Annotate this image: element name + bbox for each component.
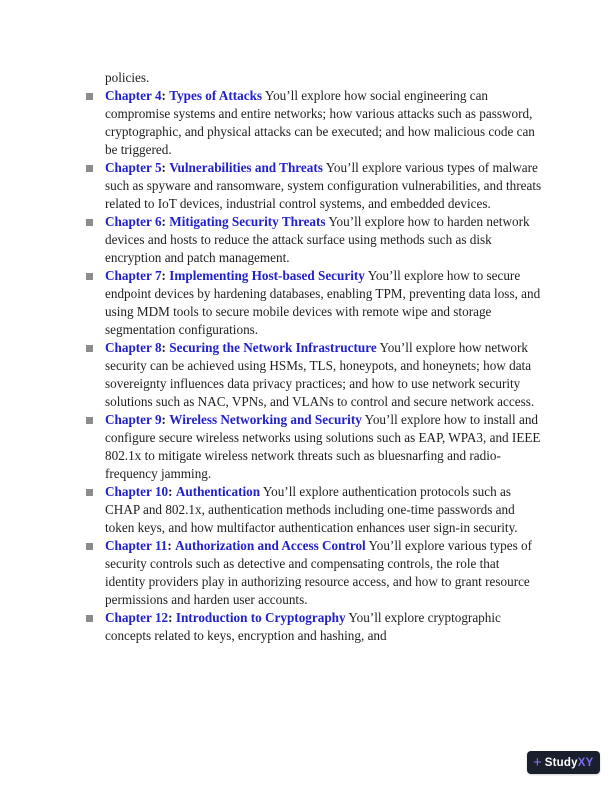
heading-colon: : [167,538,172,553]
chapter-item [105,483,542,537]
chapter-description: You’ll explore how to harden network devices and hosts to reduce the attack surface using methods such as disk encryption and patch management. [105,214,530,265]
chapter-item [105,213,542,267]
heading-colon: : [161,412,166,427]
chapter-title: Vulnerabilities and Threats [169,160,323,175]
heading-colon: : [161,160,166,175]
chapter-title: Wireless Networking and Security [169,412,362,427]
bullet-square-icon [86,489,93,496]
chapter-title: Mitigating Security Threats [169,214,326,229]
bullet-square-icon [86,417,93,424]
chapter-number-label: Chapter 7 [105,268,162,283]
chapter-description: You’ll explore how social engineering can compromise systems and entire networks; how various attacks such as password, cryptographic, and physical attacks can be executed; and how malicious code can be triggered. [105,88,535,157]
chapter-number-label: Chapter 4 [105,88,162,103]
chapter-number-label: Chapter 10 [105,484,169,499]
chapter-item [105,267,542,339]
chapter-title: Implementing Host-based Security [169,268,365,283]
heading-colon: : [161,268,166,283]
heading-colon: : [168,610,173,625]
chapter-title: Introduction to Cryptography [175,610,346,625]
logo-brand-accent: XY [577,756,594,769]
chapter-number-label: Chapter 9 [105,412,162,427]
chapter-number-label: Chapter 11 [105,538,168,553]
bullet-square-icon [86,615,93,622]
chapter-number-label: Chapter 12 [105,610,169,625]
chapter-title: Authorization and Access Control [175,538,366,553]
chapter-description: You’ll explore how to install and configure secure wireless networks using solutions such as EAP, WPA3, and IEEE 802.1x to mitigate wireless network threats such as bluesnarfing and radio- frequency jamming. [105,412,541,481]
chapter-item [105,159,542,213]
chapter-number-label: Chapter 6 [105,214,162,229]
chapter-item [105,609,542,645]
bullet-square-icon [86,93,93,100]
chapter-title: Securing the Network Infrastructure [169,340,377,355]
chapter-item [105,339,542,411]
plus-icon: + [533,754,542,771]
chapter-number-label: Chapter 5 [105,160,162,175]
heading-colon: : [161,214,166,229]
bullet-square-icon [86,273,93,280]
chapter-item [105,537,542,609]
chapter-overview-list [105,87,542,645]
chapter-description: You’ll explore how to secure endpoint devices by hardening databases, enabling TPM, preventing data loss, and using MDM tools to secure mobile devices with remote wipe and storage segmentation configurations. [105,268,541,337]
heading-colon: : [161,340,166,355]
logo-brand-primary: Study [544,756,578,769]
studyxy-logo-badge [527,751,600,774]
chapter-description: You’ll explore various types of malware such as spyware and ransomware, system configuration vulnerabilities, and threats related to IoT devices, industrial control systems, and embedded devices. [105,160,542,211]
chapter-description: You’ll explore cryptographic concepts related to keys, encryption and hashing, and [105,610,501,643]
bullet-square-icon [86,543,93,550]
page-text-column [105,69,542,645]
chapter-description: You’ll explore various types of security controls such as detective and compensating controls, the role that identity providers play in authorizing resource access, and how to grant resource permissions and harden user accounts. [105,538,533,607]
chapter-item [105,411,542,483]
bullet-square-icon [86,165,93,172]
continuation-line: policies. [105,70,150,85]
chapter-number-label: Chapter 8 [105,340,162,355]
chapter-item [105,87,542,159]
chapter-title: Authentication [175,484,261,499]
chapter-description: You’ll explore how network security can be achieved using HSMs, TLS, honeypots, and honeynets; how data sovereignty influences data privacy practices; and how to use network security solutions such as NAC, VPNs, and VLANs to control and secure network access. [105,340,535,409]
chapter-description: You’ll explore authentication protocols such as CHAP and 802.1x, authentication methods including one-time passwords and token keys, and how multifactor authentication enhances user sign-in security. [105,484,518,535]
chapter-title: Types of Attacks [169,88,263,103]
bullet-square-icon [86,219,93,226]
heading-colon: : [161,88,166,103]
bullet-square-icon [86,345,93,352]
heading-colon: : [168,484,173,499]
